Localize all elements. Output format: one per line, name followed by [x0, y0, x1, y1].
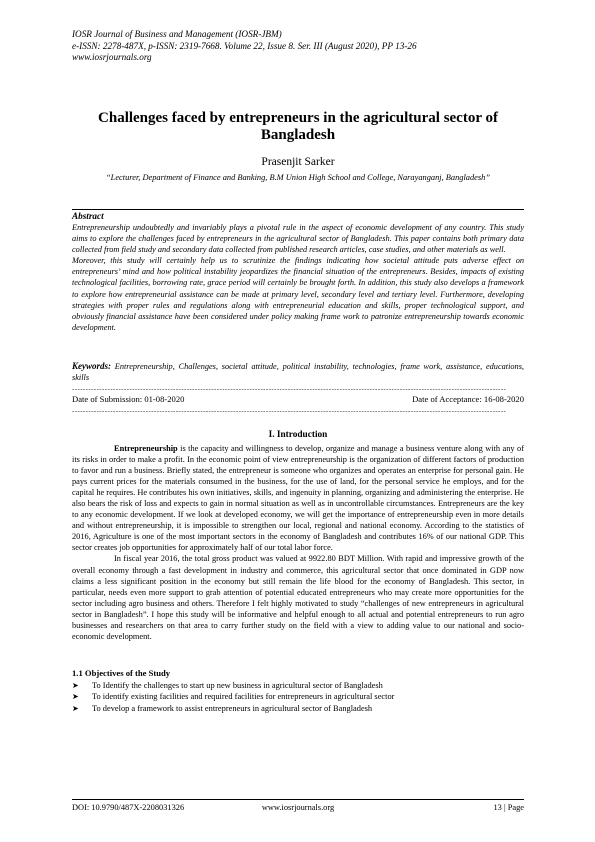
- page-footer: [72, 803, 524, 812]
- abstract-top-rule: [72, 209, 524, 210]
- keywords-label: Keywords:: [72, 361, 111, 371]
- subsection-heading: 1.1 Objectives of the Study: [72, 668, 171, 678]
- list-item: ➤ To develop a framework to assist entrepreneurs in agricultural sector of Bangladesh: [72, 703, 373, 713]
- lead-term: Entrepreneurship: [114, 444, 178, 453]
- acceptance-date: Date of Acceptance: 16-08-2020: [412, 394, 524, 404]
- intro-paragraph: In fiscal year 2016, the total gross product was valued at 9922.80 BDT Million. With rapid and impressive growth of the overall economy through a fast development in industry and commerce, this agricultural sector that once dominated in GDP now claims a less significant position in the economy but still remain the life blood for the economy of Bangladesh. This sector, in particular, needs even more support to grab attention of potential educated entrepreneurs who may create more opportunities for the sector including agro business and others. Therefore I felt highly motivated to study “challenges of new entrepreneurs in agricultural sector in Bangladesh”. I hope this study will be informative and helpful enough to all actual and potential entrepreneurs to run agro businesses and researchers on that area to carry further study on the field with a view to adding value to our national and socio-economic development.: [72, 554, 524, 641]
- objectives-list: [72, 680, 524, 714]
- dashed-divider: ---------------------------------------------------------------------------------------------------------------------------------------------------------------: [72, 386, 507, 392]
- abstract-heading: Abstract: [72, 211, 104, 221]
- page-number: 13 | Page: [493, 803, 524, 812]
- journal-header: [72, 29, 524, 64]
- abstract-paragraph: Entrepreneurship undoubtedly and invariably plays a pivotal rule in the aspect of economic development of any country. This study aims to explore the challenges faced by entrepreneurs in the agricultural sector of Bangladesh. This paper contains both primary data collected from field study and secondary data collected from published research articles, case studies, and other materials as well.: [72, 223, 524, 255]
- submission-date: Date of Submission: 01-08-2020: [72, 394, 185, 404]
- keywords: [72, 361, 524, 383]
- abstract-paragraph: Moreover, this study will certainly help us to scrutinize the findings indicating how societal attitude puts adverse effect on entrepreneurs’ mind and how political instability jeopardizes the financial situation of the entrepreneurs. Besides, impacts of existing technological facilities, borrowing rate, grace period will certainly be brought forth. In addition, this study also develops a framework to explore how entrepreneurial assistance can be made at primary level, secondary level and tertiary level. Furthermore, developing strategies with proper rules and regulations along with entrepreneurial education and skills, proper technological support, and obviously financial assistance have been considered under policy making frame work to patronize entrepreneurship towards economic development.: [72, 256, 524, 332]
- abstract-body: [72, 222, 524, 333]
- date-line: [72, 394, 524, 404]
- author-affiliation: “Lecturer, Department of Finance and Banking, B.M Union High School and College, Narayanganj, Bangladesh”: [106, 173, 490, 182]
- intro-paragraph: Entrepreneurship is the capacity and willingness to develop, organize and manage a business venture along with any of its risks in order to make a profit. In the economic point of view entrepreneurship is the organization of different factors of production to favor and run a business. Briefly stated, the entrepreneur is someone who organizes and operates an enterprise for personal gain. He pays current prices for the materials consumed in the business, for the use of land, for the personal service he employs, and for the capital he requires. He contributes his own initiatives, skills, and ingenuity in planning, organizing and administering the enterprise. He also bears the risk of loss and expects to gain in normal situation as well as in uncontrollable circumstances. Entrepreneurs are the key to any economic development. If we look at developed economy, we will get the importance of entrepreneurship even in more details and without entrepreneurship, it is impossible to strengthen our local, regional and national economy. According to the statistics of 2016, Agriculture is one of the most important sectors in the economy of Bangladesh and contributes 16% of our national GDP. This sector creates job opportunities for approximately half of our total labor force.: [72, 444, 524, 553]
- arrow-bullet-icon: ➤: [72, 681, 79, 690]
- arrow-bullet-icon: ➤: [72, 703, 79, 713]
- list-item: ➤ To Identify the challenges to start up new business in agricultural sector of Bangladesh: [72, 681, 383, 690]
- introduction-body: [72, 443, 524, 642]
- doi[interactable]: DOI: 10.9790/487X-2208031326: [72, 803, 185, 812]
- dashed-divider: ---------------------------------------------------------------------------------------------------------------------------------------------------------------: [72, 408, 507, 414]
- keywords-text: Entrepreneurship, Challenges, societal attitude, political instability, technologies, frame work, assistance, educations, skills: [72, 362, 524, 382]
- section-heading: I. Introduction: [268, 430, 328, 440]
- footer-rule: [72, 799, 524, 800]
- footer-site[interactable]: www.iosrjournals.org: [261, 803, 335, 812]
- author-name: Prasenjit Sarker: [261, 156, 335, 168]
- journal-issn: e-ISSN: 2278-487X, p-ISSN: 2319-7668. Volume 22, Issue 8. Ser. III (August 2020), PP 13-26: [72, 40, 417, 51]
- arrow-bullet-icon: ➤: [72, 692, 79, 702]
- paper-title: Challenges faced by entrepreneurs in the agricultural sector of Bangladesh: [98, 110, 498, 143]
- journal-site[interactable]: www.iosrjournals.org: [72, 52, 152, 63]
- journal-name: IOSR Journal of Business and Management (IOSR-JBM): [72, 29, 282, 39]
- list-item: ➤ To identify existing facilities and required facilities for entrepreneurs in agricultural sector: [72, 692, 395, 702]
